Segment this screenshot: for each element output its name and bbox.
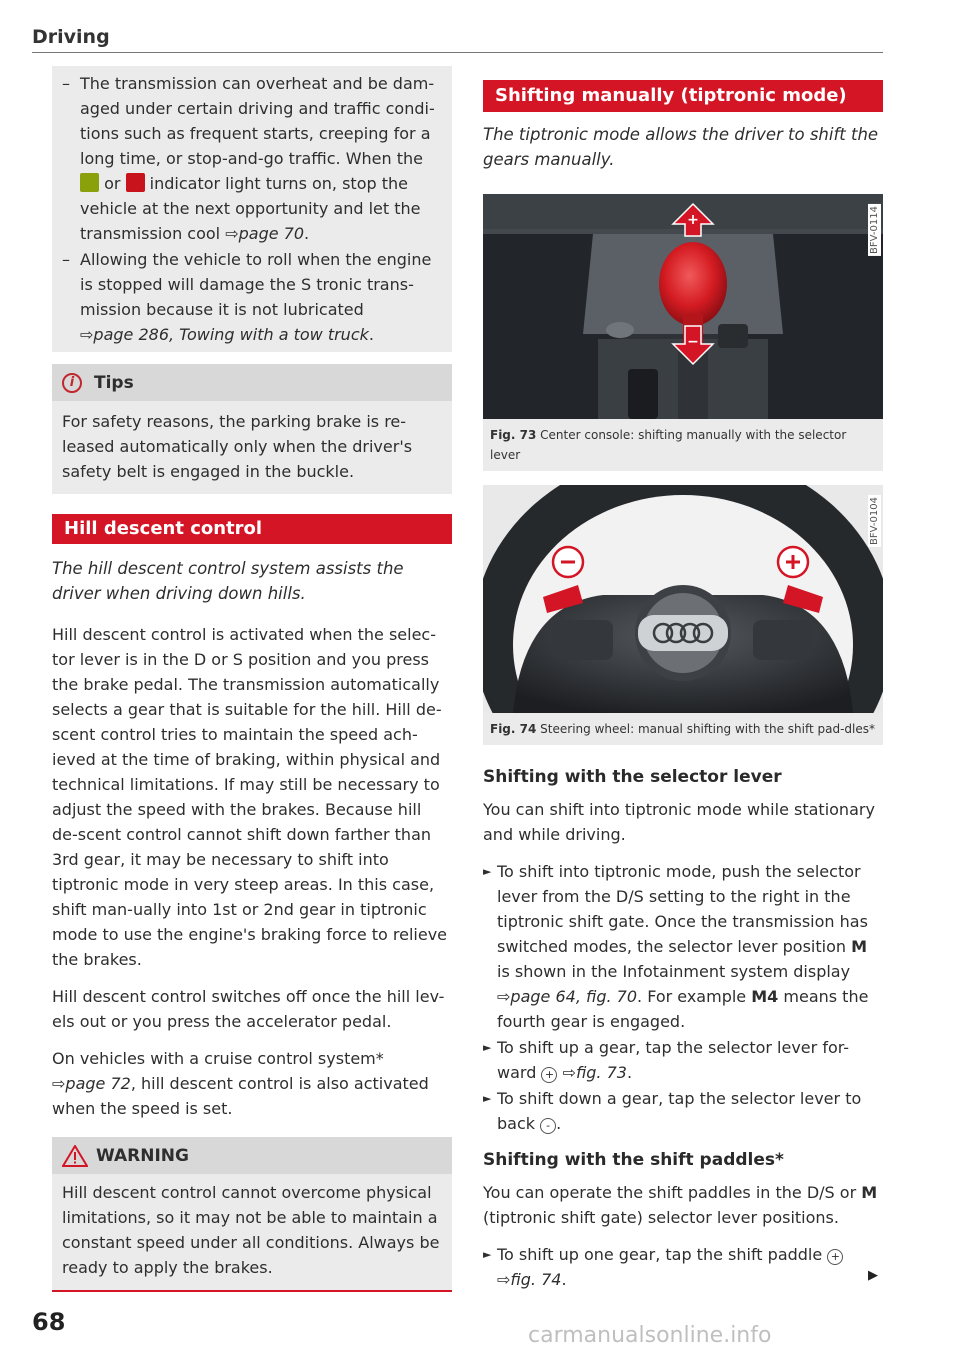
- page-ref-link[interactable]: page 72: [65, 1074, 131, 1093]
- tips-box: [52, 364, 452, 494]
- warning-title: WARNING: [96, 1145, 189, 1166]
- warning-header: [52, 1137, 452, 1174]
- ref-arrow-icon: ⇨: [497, 1270, 511, 1289]
- right-column: [483, 80, 883, 1293]
- figure-caption: Fig. 73 Center console: shifting manually with the selector lever: [490, 428, 847, 462]
- list-item: – Allowing the vehicle to roll when the engine is stopped will damage the S tronic trans- mission because it is not lubricated ⇨page 286, Towing with a tow truck.: [62, 250, 432, 344]
- warning-box: [52, 1137, 452, 1292]
- paragraph: Hill descent control is activated when the selec-tor lever is in the D or S position and you press the brake pedal. The transmission automatically selects a gear that is suitable for the hill. Hill de-scent control tries to maintain the speed ach-ieved at the time of braking, within physical and technical limitations. If may still be necessary to adjust the speed with the brakes. Because hill de-scent control cannot shift down farther than 3rd gear, it may be necessary to shift into tiptronic mode in very steep areas. In this case, shift man-ually into 1st or 2nd gear in tiptronic mode to use the engine's braking force to relieve the brakes.: [52, 625, 448, 969]
- page-ref-link[interactable]: page 286, Towing with a tow truck: [93, 325, 369, 344]
- list-item: ► To shift into tiptronic mode, push the selector lever from the D/S setting to the right in the tiptronic shift gate. Once the transmission has switched modes, the selector lever position M is shown in the Infotainment system display ⇨page 64, fig. 70. For example M4 means the fourth gear is engaged.: [483, 859, 883, 1034]
- section-intro: The hill descent control system assists the driver when driving down hills.: [52, 559, 404, 603]
- figure-73: [483, 194, 883, 471]
- ref-arrow-icon: ⇨: [562, 1063, 576, 1082]
- left-column: [52, 66, 452, 1292]
- selector-lever-illustration: [483, 194, 883, 419]
- header-rule: [32, 52, 883, 53]
- figure-caption: Fig. 74 Steering wheel: manual shifting with the shift pad-dles*: [490, 722, 875, 736]
- plus-circle-icon: +: [827, 1249, 843, 1265]
- figure-ref-link[interactable]: fig. 73: [575, 1063, 627, 1082]
- plus-circle-icon: +: [541, 1067, 557, 1083]
- page-ref-link[interactable]: page 64, fig. 70: [510, 987, 638, 1006]
- list-item: – The transmission can overheat and be dam- aged under certain driving and traffic condi- tions such as frequent starts, creeping for a long time, or stop-and-go traffic. When the or indicator light turns on, stop the vehicle at the next opportunity and let the transmission cool ⇨page 70.: [62, 74, 435, 243]
- bullet-icon: ►: [483, 1092, 492, 1105]
- transmission-red-indicator-icon: [126, 173, 145, 192]
- continue-arrow-icon: ▶: [868, 1268, 878, 1283]
- subheading: Shifting with the selector lever: [483, 767, 782, 787]
- warning-triangle-icon: [62, 1145, 88, 1167]
- section-intro: The tiptronic mode allows the driver to shift the gears manually.: [483, 125, 879, 169]
- list-item: ► To shift up one gear, tap the shift paddle + ⇨fig. 74.: [483, 1242, 883, 1292]
- paragraph: On vehicles with a cruise control system* ⇨page 72, hill descent control is also activated when the speed is set.: [52, 1049, 429, 1118]
- svg-text:+: +: [687, 212, 699, 228]
- bullet-icon: ►: [483, 865, 492, 878]
- figure-ref-link[interactable]: fig. 74: [510, 1270, 562, 1289]
- caution-continuation: [52, 66, 452, 352]
- tips-header: [52, 364, 452, 401]
- ref-arrow-icon: ⇨: [225, 224, 239, 243]
- list-item: ► To shift down a gear, tap the selector lever to back - .: [483, 1086, 883, 1136]
- ref-arrow-icon: ⇨: [80, 325, 94, 344]
- watermark: carmanualsonline.info: [528, 1323, 772, 1348]
- paragraph: You can shift into tiptronic mode while stationary and while driving.: [483, 800, 875, 844]
- paragraph: Hill descent control switches off once the hill lev-els out or you press the accelerator pedal.: [52, 987, 445, 1031]
- list-item: ► To shift up a gear, tap the selector lever for-ward + ⇨fig. 73.: [483, 1035, 883, 1085]
- steering-wheel-illustration: [483, 485, 883, 713]
- page-number: 68: [32, 1308, 66, 1336]
- info-icon: i: [62, 373, 82, 393]
- tips-title: Tips: [94, 372, 134, 393]
- section-title: Hill descent control: [52, 514, 452, 544]
- svg-text:−: −: [687, 334, 699, 350]
- minus-circle-icon: -: [540, 1118, 556, 1134]
- bullet-icon: ►: [483, 1041, 492, 1054]
- ref-arrow-icon: ⇨: [497, 987, 511, 1006]
- figure-code: BFV-0114: [869, 206, 880, 254]
- figure-74: [483, 485, 883, 745]
- figure-code: BFV-0104: [869, 497, 880, 545]
- steering-wheel-image: [483, 485, 883, 713]
- page-ref-link[interactable]: page 70: [238, 224, 305, 243]
- ref-arrow-icon: ⇨: [52, 1074, 66, 1093]
- section-header: Driving: [32, 26, 110, 48]
- bullet-icon: ►: [483, 1248, 492, 1261]
- warning-body: Hill descent control cannot overcome physical limitations, so it may not be able to maintain a constant speed under all conditions. Always be ready to apply the brakes.: [52, 1174, 452, 1290]
- section-title: Shifting manually (tiptronic mode): [483, 80, 883, 112]
- tips-body: For safety reasons, the parking brake is re-leased automatically only when the driver's safety belt is engaged in the buckle.: [52, 401, 452, 494]
- transmission-yellow-indicator-icon: [80, 173, 99, 192]
- subheading: Shifting with the shift paddles*: [483, 1150, 784, 1170]
- selector-lever-image: [483, 194, 883, 419]
- paragraph: You can operate the shift paddles in the D/S or M (tiptronic shift gate) selector lever positions.: [483, 1183, 878, 1227]
